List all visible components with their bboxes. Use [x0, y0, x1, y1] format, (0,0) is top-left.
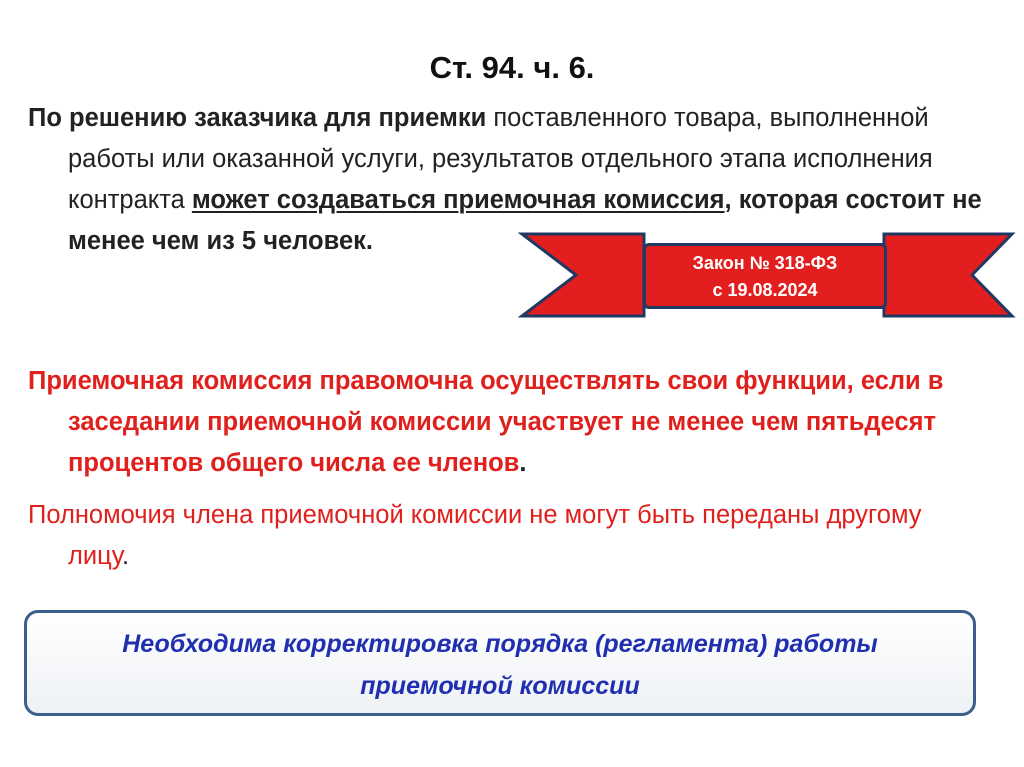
paragraph3-text: Полномочия члена приемочной комиссии не могут быть переданы другому лицу	[28, 501, 922, 570]
callout-line1: Необходима корректировка порядка (регламента) работы	[122, 630, 878, 658]
law-badge-line1: Закон № 318-ФЗ	[692, 253, 838, 273]
paragraph1-normal: поставленного товара, выполненной работы или оказанной услуги, результатов отдельного этапа исполнения контракта	[68, 104, 933, 214]
callout-box	[24, 610, 976, 716]
paragraph1-bold-underlined: может создаваться приемочная комиссия	[191, 186, 725, 214]
paragraph1-bold-end: , которая состоит не менее чем из 5 человек.	[68, 186, 982, 255]
callout-line2: приемочной комиссии	[360, 672, 640, 700]
paragraph3-dot: .	[121, 542, 130, 570]
paragraph-powers	[28, 495, 988, 577]
law-badge-line2: с 19.08.2024	[712, 280, 818, 300]
law-badge	[643, 243, 887, 309]
paragraph2-text: Приемочная комиссия правомочна осуществлять свои функции, если в заседании приемочной комиссии участвует не менее чем пятьдесят процентов общего числа ее членов	[28, 367, 944, 477]
paragraph1-bold-start: По решению заказчика для приемки	[28, 104, 487, 132]
paragraph-quorum	[28, 361, 988, 484]
paragraph2-dot: .	[519, 449, 527, 477]
slide-title: Ст. 94. ч. 6.	[429, 50, 595, 85]
